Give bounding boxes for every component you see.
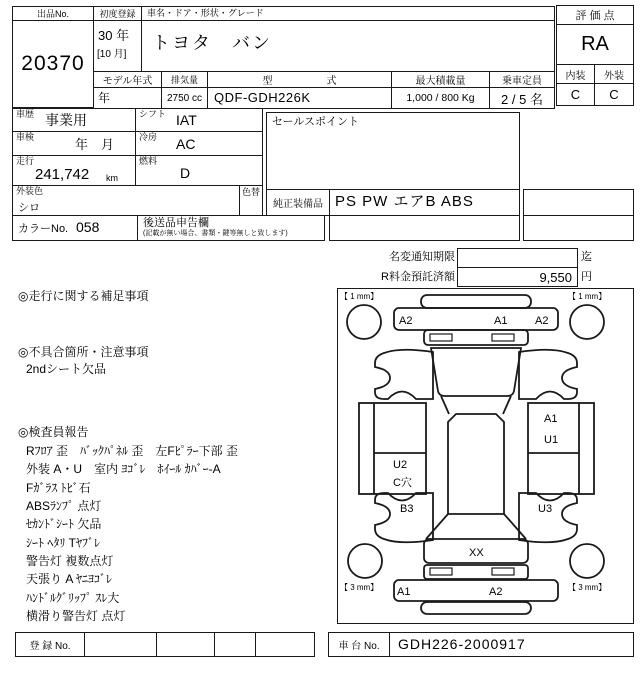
car-name-label-cell	[141, 6, 555, 21]
damage-diagram-box	[337, 288, 634, 624]
color-no-cell	[12, 215, 138, 241]
color-change-label: 色替	[242, 187, 261, 197]
mileage-cell	[12, 155, 136, 186]
exterior-label: 外装	[594, 64, 634, 84]
interior-label: 内装	[556, 64, 595, 84]
history-cell	[12, 108, 136, 132]
first-reg-month: [10 月]	[97, 49, 127, 60]
reg-no-cell-2	[156, 632, 215, 657]
chassis-no-label: 車 台 No.	[328, 632, 390, 657]
first-reg-label: 初度登録	[93, 6, 142, 21]
inspection-label: 車検	[16, 132, 35, 142]
left-rear-panel-code: B3	[400, 503, 414, 515]
roof-panel	[448, 414, 504, 514]
displacement-value: 2750 cc	[161, 87, 208, 109]
interior-grade: C	[556, 83, 595, 106]
front-left-fender	[375, 350, 433, 399]
history-label: 車歴	[16, 109, 35, 119]
tread-rear-right: 【 3 mm】	[568, 583, 607, 592]
score-label: 評 価 点	[556, 5, 634, 25]
max-load-value: 1,000 / 800 Kg	[391, 87, 490, 109]
reg-no-cell-1	[84, 632, 157, 657]
aircon-cell	[135, 131, 263, 156]
later-goods-label: 後送品申告欄	[143, 217, 209, 229]
lot-no-value: 20370	[12, 20, 94, 108]
equipment-label: 純正装備品	[266, 189, 330, 216]
inspector-line: Rﾌﾛｱ 歪 ﾊﾞｯｸﾊﾟﾈﾙ 歪 左Fﾋﾟﾗｰ下部 歪	[26, 444, 238, 458]
shift-label: シフト	[139, 109, 167, 119]
sales-point-label: セールスポイント	[272, 116, 360, 128]
history-value: 事業用	[45, 112, 87, 128]
right-rear-panel-code: U3	[538, 503, 553, 515]
tire-front-right	[570, 305, 604, 339]
tire-front-left	[347, 305, 381, 339]
inspector-line: Fｶﾞﾗｽ ﾄﾋﾞ石	[26, 481, 91, 495]
equipment-empty-cell	[329, 215, 520, 241]
chassis-no-cell	[389, 632, 634, 657]
shift-value: IAT	[176, 112, 197, 128]
damage-labels	[393, 315, 558, 598]
right-empty-cell-1	[523, 189, 634, 216]
tread-front-right: 【 1 mm】	[568, 292, 607, 301]
right-empty-cell-2	[523, 215, 634, 241]
car-name-cell	[141, 20, 555, 72]
front-bumper-left-code: A2	[399, 315, 413, 327]
defect-item: 2ndシート欠品	[26, 362, 107, 376]
fuel-value: D	[180, 165, 191, 181]
mileage-value: 241,742	[35, 166, 90, 183]
tire-rear-left	[348, 544, 382, 578]
car-body-outline	[359, 295, 594, 614]
running-notes-title: ◎走行に関する補足事項	[18, 289, 149, 303]
rear-bumper-shape	[394, 580, 558, 601]
capacity-value: 2 / 5 名	[489, 87, 555, 109]
reg-no-label: 登 録 No.	[15, 632, 85, 657]
inspection-value: 年 月	[75, 137, 115, 152]
inspector-line: ﾊﾝﾄﾞﾙｸﾞﾘｯﾌﾟ ｽﾚ大	[26, 591, 120, 605]
sales-point-box	[266, 112, 520, 190]
tire-rear-right	[570, 544, 604, 578]
fuel-label: 燃料	[139, 156, 158, 166]
inspector-line: 横滑り警告灯 点灯	[26, 609, 126, 623]
right-side-panels	[528, 403, 594, 494]
reg-no-cell-3	[214, 632, 256, 657]
left-center-panel-code-2: C穴	[393, 477, 412, 489]
chassis-no-value: GDH226-2000917	[398, 636, 526, 652]
front-right-fender	[519, 350, 577, 399]
name-change-box	[457, 248, 578, 268]
first-reg-year: 30 年	[98, 28, 130, 43]
aircon-label: 冷房	[139, 132, 158, 142]
color-no-value: 058	[76, 219, 100, 235]
tread-front-left: 【 1 mm】	[340, 292, 379, 301]
inspector-line: 外装 A・U 室内 ﾖｺﾞﾚ ﾎｲｰﾙ ｶﾊﾞｰ-A	[26, 462, 221, 476]
inspector-line: 警告灯 複数点灯	[26, 554, 114, 568]
color-no-label: カラーNo.	[18, 223, 69, 235]
displacement-label: 排気量	[161, 71, 208, 88]
ext-color-cell	[12, 185, 240, 216]
right-front-panel-code-2: U1	[544, 434, 559, 446]
inspector-line: 天張り A ﾔﾆﾖｺﾞﾚ	[26, 572, 113, 586]
windshield	[431, 348, 521, 396]
tread-rear-left: 【 3 mm】	[340, 583, 379, 592]
model-year-value: 年	[98, 91, 111, 105]
inspector-report-title: ◎検査員報告	[18, 425, 89, 439]
model-year-label: モデル年式	[93, 71, 162, 88]
vehicle-diagram	[338, 289, 632, 622]
back-panel-code: XX	[469, 547, 484, 559]
model-code-value: QDF-GDH226K	[214, 90, 311, 105]
recycle-fee-unit: 円	[581, 271, 592, 283]
defect-notes-title: ◎不具合箇所・注意事項	[18, 345, 149, 359]
shift-cell	[135, 108, 263, 132]
front-bumper-right-code: A2	[535, 315, 549, 327]
max-load-label: 最大積載量	[391, 71, 490, 88]
car-body-type: バン	[232, 33, 272, 53]
rear-bumper-center-code: A2	[489, 586, 503, 598]
inspector-line: ｼｰﾄ ﾍﾀﾘ Tﾔﾌﾞﾚ	[26, 536, 100, 550]
later-goods-cell	[137, 215, 325, 241]
ext-color-value: シロ	[18, 202, 40, 214]
fuel-cell	[135, 155, 263, 186]
first-reg-value	[93, 20, 142, 72]
aircon-value: AC	[176, 136, 196, 152]
inspection-cell	[12, 131, 136, 156]
car-name-label: 車名・ドア・形状・グレード	[147, 8, 264, 18]
wheel-circles	[347, 305, 604, 578]
exterior-grade: C	[594, 83, 634, 106]
inspector-line: ｾｶﾝﾄﾞｼｰﾄ 欠品	[26, 517, 102, 531]
equipment-value-cell	[329, 189, 520, 216]
rear-bumper-left-code: A1	[397, 586, 411, 598]
rear-left-fender	[375, 493, 433, 542]
name-change-label: 名変通知期限	[389, 251, 455, 263]
mileage-unit: km	[106, 173, 118, 183]
name-change-suffix: 迄	[581, 251, 592, 263]
capacity-label: 乗車定員	[489, 71, 555, 88]
lot-no-label: 出品No.	[12, 6, 94, 21]
color-change-cell	[239, 185, 263, 216]
later-goods-note: (記載が無い場合、書類・鍵等無しと致します)	[143, 230, 288, 237]
ext-color-label: 外装色	[16, 186, 44, 196]
model-year-value-cell	[93, 87, 162, 109]
score-value: RA	[556, 24, 634, 65]
front-bumper-center-code: A1	[494, 315, 508, 327]
mileage-label: 走行	[16, 156, 35, 166]
inspector-line: ABSﾗﾝﾌﾟ 点灯	[26, 499, 102, 513]
equipment-value: PS PW エアB ABS	[335, 193, 474, 210]
right-front-panel-code-1: A1	[544, 413, 558, 425]
model-code-label: 型 式	[207, 71, 392, 88]
left-center-panel-code-1: U2	[393, 459, 408, 471]
recycle-fee-value: 9,550	[457, 267, 578, 287]
rear-right-fender	[519, 493, 577, 542]
car-maker: トヨタ	[152, 33, 212, 53]
recycle-fee-label: R料金預託済額	[381, 271, 455, 283]
reg-no-cell-4	[255, 632, 315, 657]
model-code-cell	[207, 87, 392, 109]
